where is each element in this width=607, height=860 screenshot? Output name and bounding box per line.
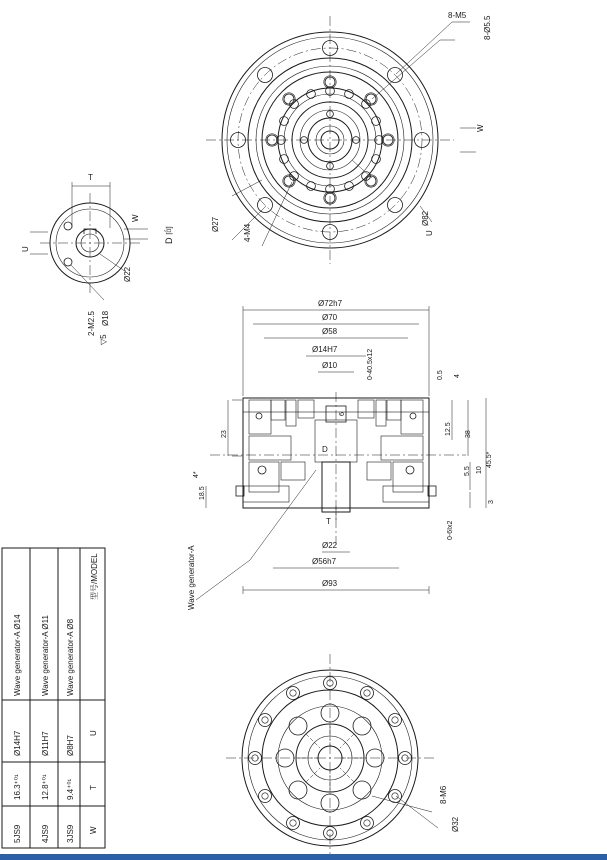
- table-row-t-1: 9.4⁺⁰¹: [66, 778, 75, 800]
- dim-45-5: 45.5*: [486, 451, 493, 468]
- label-8-m5: 8-M5: [448, 11, 467, 20]
- table-row-w-3: 5JS9: [13, 824, 22, 843]
- label-dia-27: Ø27: [211, 216, 220, 232]
- dim-dia-22-section: Ø22: [322, 541, 338, 550]
- label-t-dview: T: [88, 173, 93, 182]
- table-header-model: 型号/MODEL: [90, 553, 99, 600]
- label-w-mark-front: W: [476, 124, 485, 132]
- label-w-dview: W: [131, 214, 140, 222]
- label-8-m6: 8-M6: [439, 785, 448, 804]
- label-u-mark-front: U: [425, 230, 434, 236]
- mark-d-section: D: [322, 445, 328, 454]
- table-row-w-2: 4JS9: [41, 824, 50, 843]
- table-row-model-2: Wave generator-A Ø11: [41, 615, 50, 696]
- table-header-t: T: [89, 785, 98, 790]
- label-dia-82: Ø82: [421, 210, 430, 226]
- label-4-m4: 4-M4: [243, 223, 252, 242]
- label-dia-18: Ø18: [101, 310, 110, 326]
- dim-38: 38: [465, 430, 472, 438]
- table-header-u: U: [89, 730, 98, 736]
- dim-dia-70: Ø70: [322, 313, 338, 322]
- label-depth-5: ▽5: [99, 334, 108, 345]
- table-row-t-2: 12.8⁺⁰¹: [41, 774, 50, 800]
- table-row-t-3: 16.3⁺⁰¹: [13, 774, 22, 800]
- dim-4-star: 4*: [193, 471, 200, 478]
- model-spec-table: [2, 548, 105, 848]
- rear-face-view: [226, 654, 460, 860]
- dim-18-5: 18.5: [199, 486, 206, 500]
- cross-section-view: [187, 299, 495, 610]
- label-2-m2-5: 2-M2.5: [87, 311, 96, 336]
- label-8-dia-5-5: 8-Ø5.5: [483, 15, 492, 40]
- mark-t-section: T: [326, 517, 331, 526]
- table-row-u-3: Ø14H7: [13, 730, 22, 756]
- table-row-u-2: Ø11H7: [41, 731, 50, 756]
- dim-0-6x2: 0-6Ix2: [447, 520, 454, 540]
- label-dia-32: Ø32: [451, 816, 460, 832]
- dim-dia-72h7: Ø72h7: [318, 299, 343, 308]
- dim-0-5: 0.5: [437, 370, 444, 380]
- dim-5-5: 5.5: [464, 466, 471, 476]
- label-dia-22-dview: Ø22: [123, 266, 132, 282]
- dim-dia-10: Ø10: [322, 361, 338, 370]
- table-row-model-1: Wave generator-A Ø8: [66, 618, 75, 696]
- dim-6: 6: [339, 412, 346, 416]
- dim-dia-93: Ø93: [322, 579, 338, 588]
- table-row-w-1: 3JS9: [66, 824, 75, 843]
- label-wave-generator-leader: Wave generator-A: [187, 545, 196, 610]
- dim-3: 3: [488, 500, 495, 504]
- front-section-view: [206, 11, 492, 264]
- dim-keyway: 0-40.5x12: [367, 348, 374, 380]
- dim-4: 4: [454, 374, 461, 378]
- label-view-direction-d: D 向: [164, 225, 174, 244]
- table-header-w: W: [89, 826, 98, 834]
- dim-10: 10: [476, 466, 483, 474]
- dim-23: 23: [221, 430, 228, 438]
- page-footer-bar: [0, 854, 607, 860]
- d-direction-view: [21, 173, 174, 345]
- dim-dia-56h7: Ø56h7: [312, 557, 337, 566]
- dim-dia-14h7: Ø14H7: [312, 345, 338, 354]
- label-u-dview: U: [21, 246, 30, 252]
- table-row-u-1: Ø8H7: [66, 735, 75, 756]
- dim-dia-58: Ø58: [322, 327, 338, 336]
- table-row-model-3: Wave generator-A Ø14: [13, 614, 22, 696]
- dim-12-5: 12.5: [445, 422, 452, 436]
